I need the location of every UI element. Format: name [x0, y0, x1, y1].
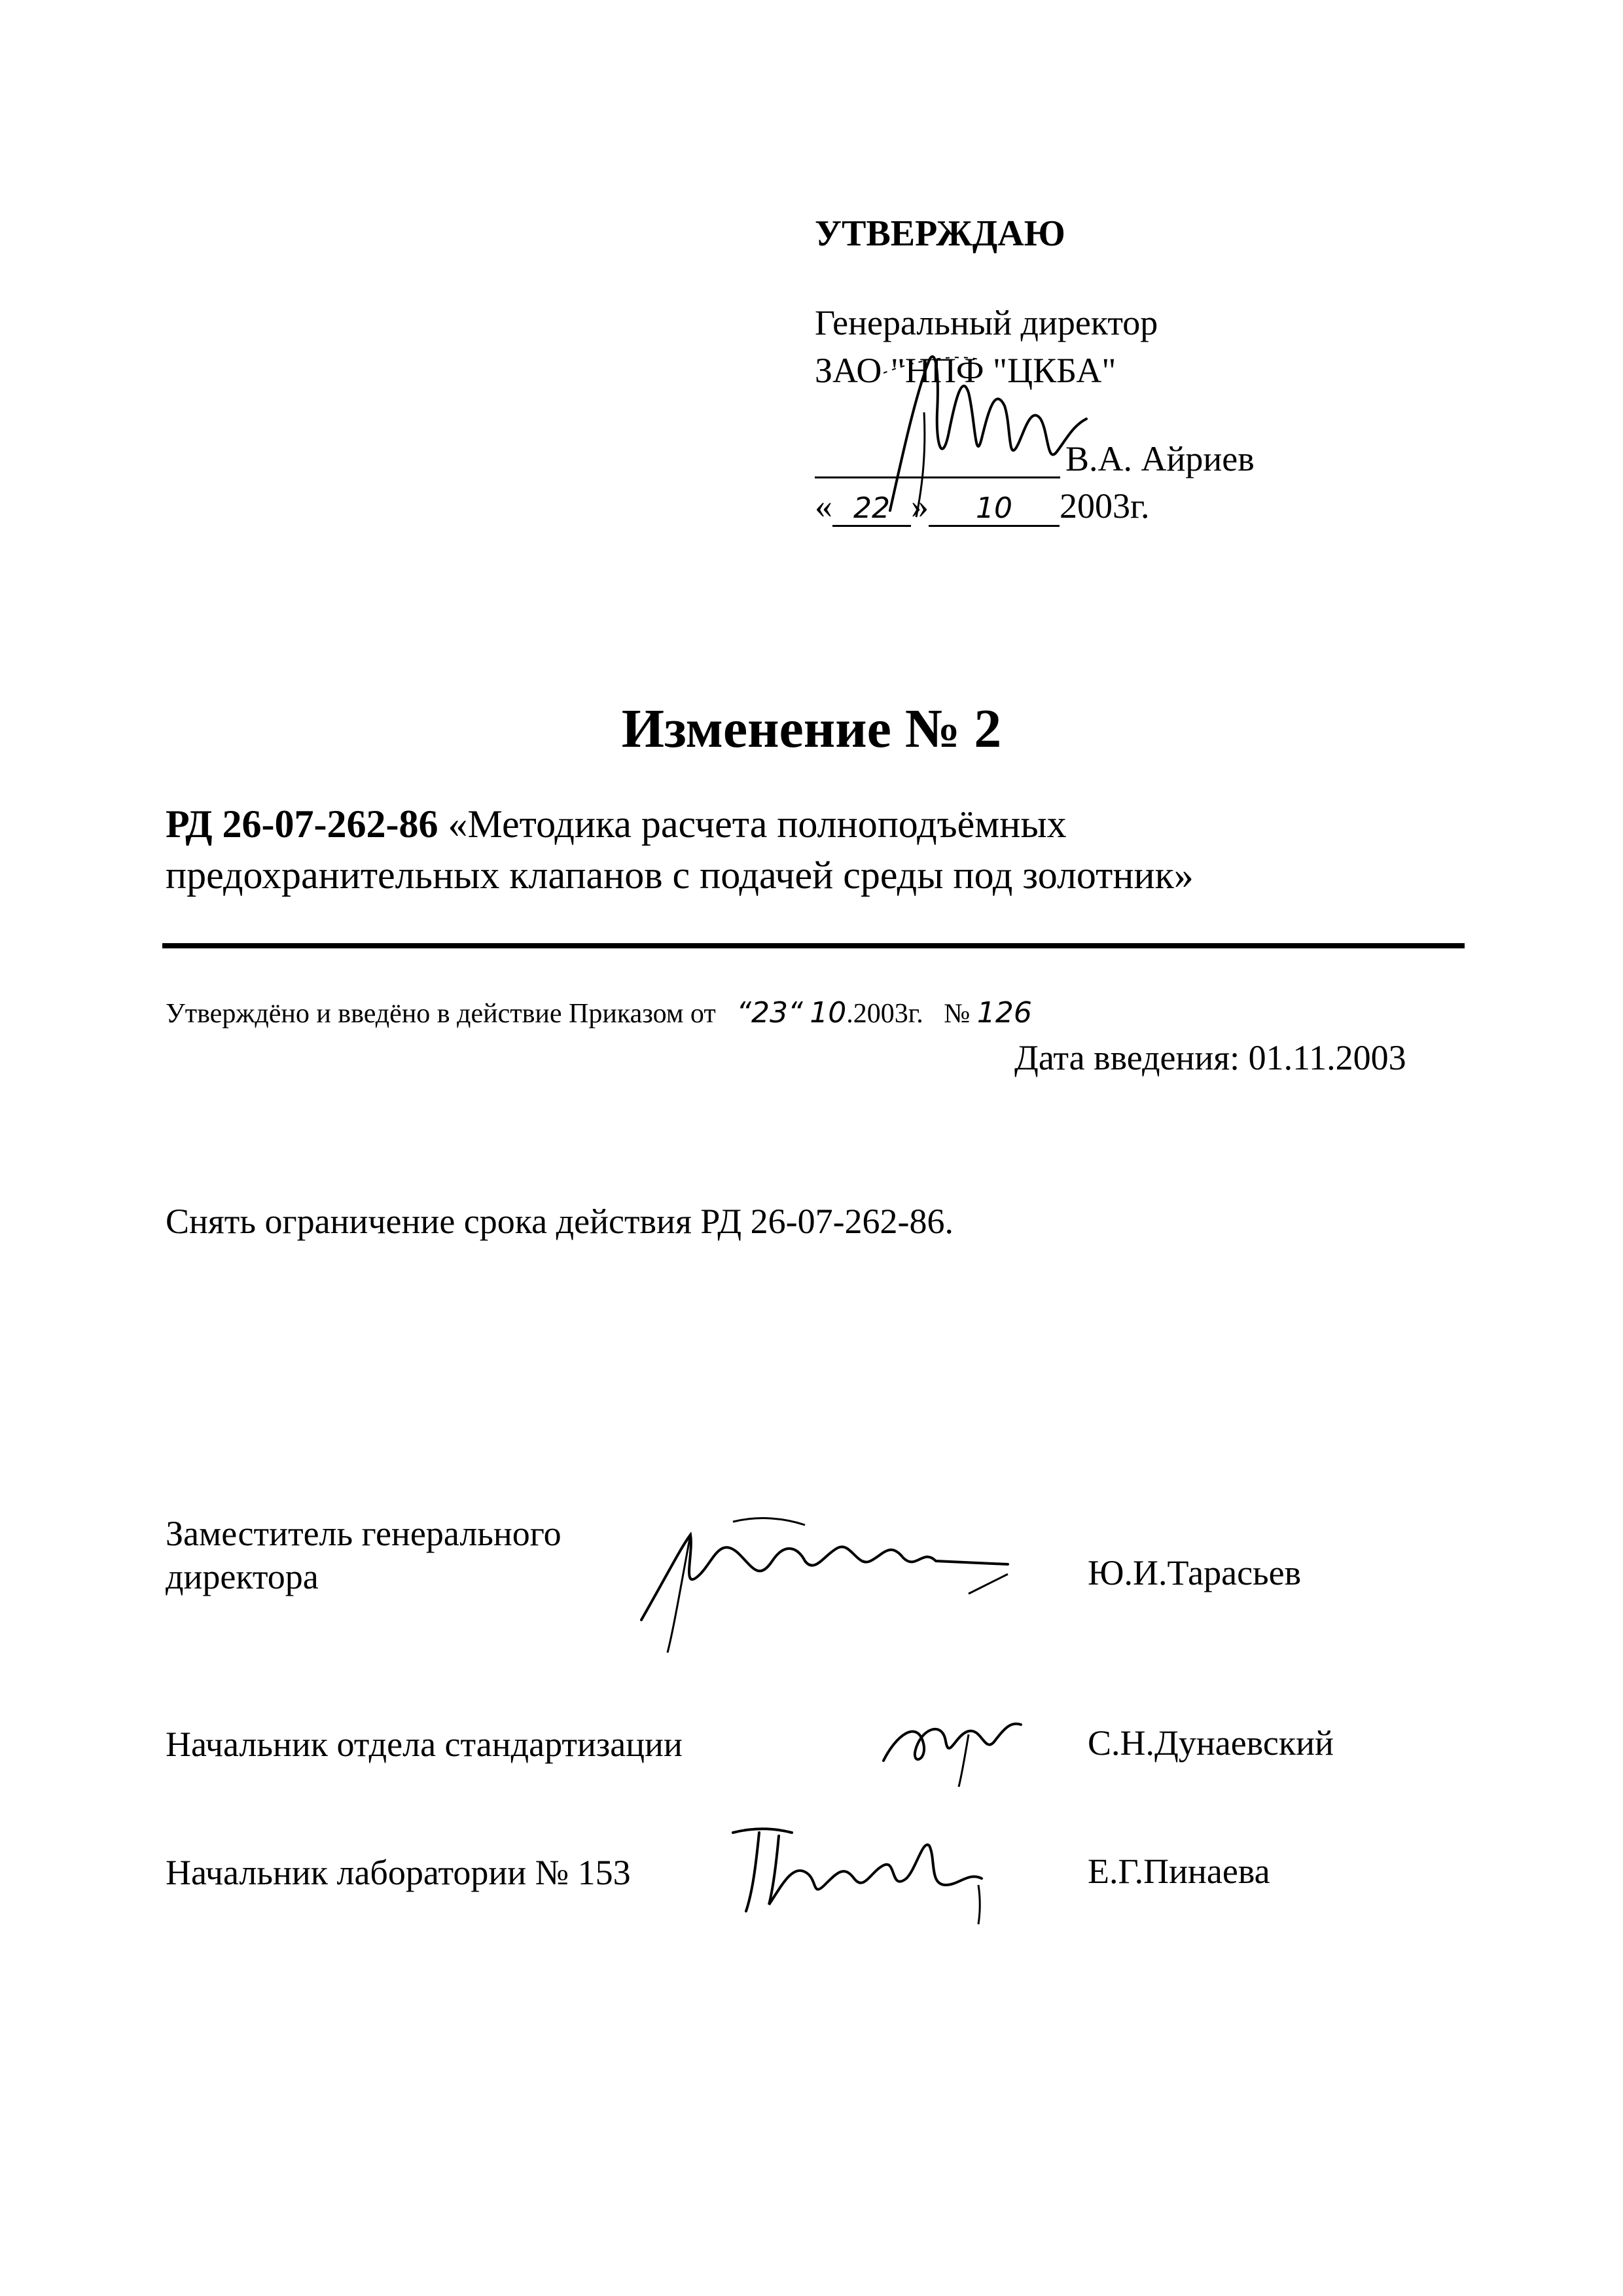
- date-day: 22: [832, 492, 911, 527]
- order-month: 10: [810, 996, 847, 1030]
- change-clause: Снять ограничение срока действия РД 26-07-262-86.: [166, 1202, 954, 1241]
- signer-title-3: Начальник лаборатории № 153: [166, 1853, 631, 1892]
- order-year: .2003г.: [846, 999, 923, 1029]
- order-prefix: Утверждёно и введёно в действие Приказом от: [166, 999, 716, 1029]
- order-line: [166, 996, 1032, 1030]
- date-close-quote: »: [911, 486, 929, 526]
- introduction-date: Дата введения: 01.11.2003: [1014, 1038, 1406, 1077]
- divider-rule: [162, 943, 1465, 948]
- date-month: 10: [929, 492, 1060, 527]
- document-name-part1: «Методика расчета полноподъёмных: [448, 802, 1067, 846]
- document-name-line2: предохранительных клапанов с подачей среды под золотник»: [166, 853, 1194, 897]
- signature-2: [870, 1695, 1041, 1793]
- order-day: “23“: [736, 996, 803, 1030]
- page-title: Изменение № 2: [621, 698, 1002, 759]
- signature-3: [720, 1806, 995, 1931]
- approver-organization: ЗАО "НПФ "ЦКБА": [815, 351, 1116, 390]
- signer-name-2: С.Н.Дунаевский: [1088, 1723, 1334, 1763]
- signer-title-2: Начальник отдела стандартизации: [166, 1725, 683, 1764]
- date-open-quote: «: [815, 486, 832, 526]
- order-number-label: №: [944, 999, 971, 1029]
- signer-title-1: [166, 1512, 562, 1598]
- signature-1: [628, 1496, 1021, 1666]
- approver-name: В.А. Айриев: [1065, 439, 1255, 478]
- signer-title-1-line1: Заместитель генерального: [166, 1514, 562, 1553]
- document-name-line1: [166, 802, 1067, 847]
- signer-name-3: Е.Г.Пинаева: [1088, 1852, 1270, 1891]
- approver-position: Генеральный директор: [815, 303, 1158, 342]
- approval-heading: УТВЕРЖДАЮ: [815, 213, 1065, 254]
- date-year: 2003г.: [1060, 486, 1150, 526]
- document-code: РД 26-07-262-86: [166, 802, 438, 846]
- signer-title-1-line2: директора: [166, 1557, 319, 1596]
- signer-name-1: Ю.И.Тарасьев: [1088, 1553, 1302, 1592]
- order-number: 126: [976, 996, 1032, 1030]
- director-signature: [877, 334, 1093, 530]
